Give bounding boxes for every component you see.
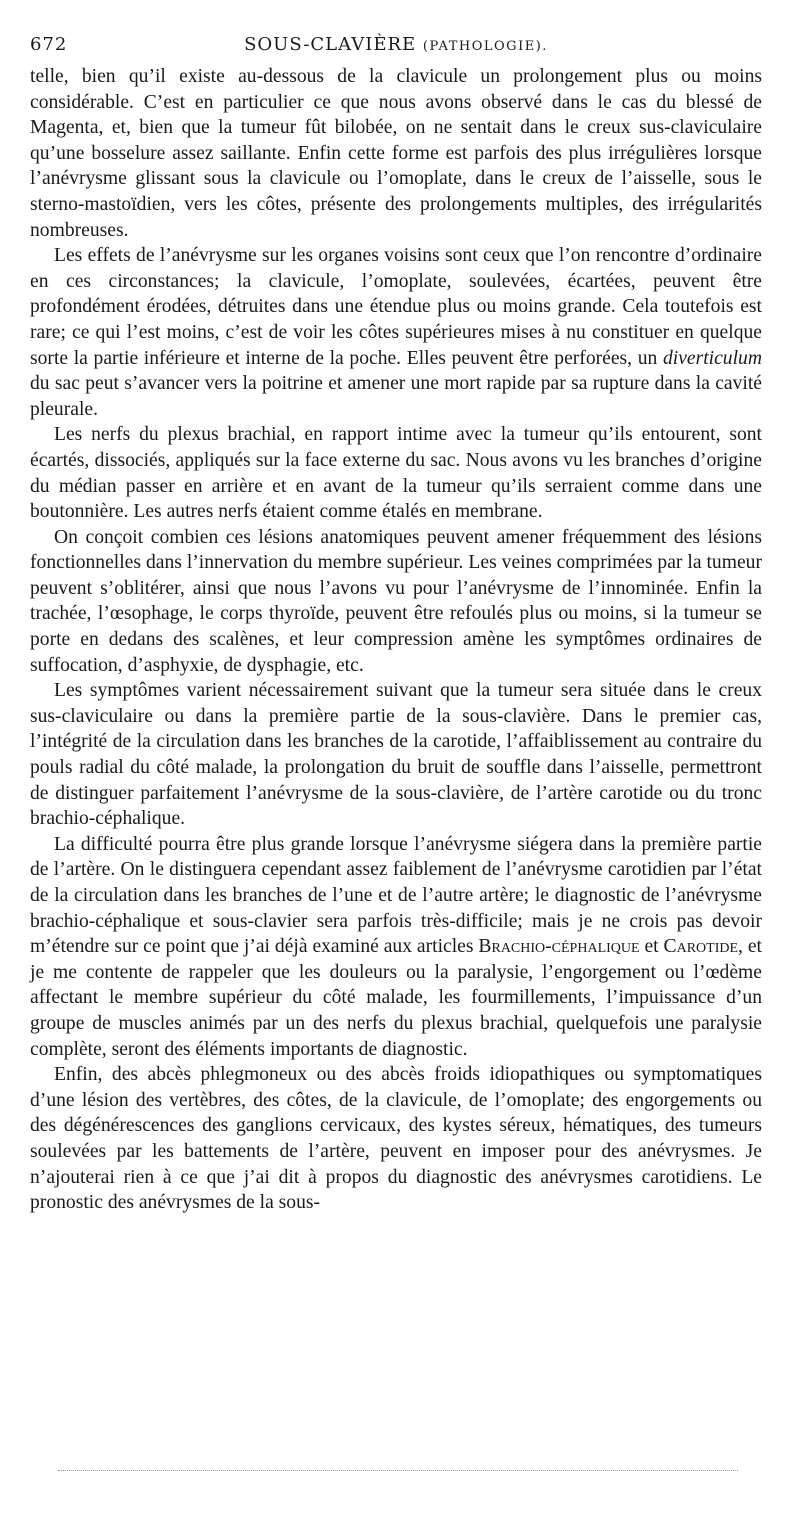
paragraph-7: Enfin, des abcès phlegmoneux ou des abcès froids idiopathiques ou symptomatiques d’une lésion des vertèbres, des côtes, de la clavicule, de l’omoplate; des engorgements ou des dégénérescences des ganglions cervicaux, des kystes séreux, hématiques, des tumeurs soulevées par les battements de l’artère, peuvent en imposer pour des anévrysmes. Je n’ajouterai rien à ce que j’ai dit à propos du diagnostic des anévrysmes carotidiens. Le pronostic des anévrysmes de la sous- bbox=[30, 1064, 762, 1214]
paragraph-1: telle, bien qu’il existe au-dessous de la clavicule un prolongement plus ou moins considérable. C’est en particulier ce que nous avons observé dans le cas du blessé de Magenta, et, bien que la tumeur fût bilobée, on ne sentait dans le creux sus-claviculaire qu’une bosselure assez saillante. Enfin cette forme est parfois des plus irrégulières lorsque l’anévrysme glissant sous la clavicule ou l’omoplate, dans le creux de l’aisselle, sous le sterno-mastoïdien, vers les côtes, présente des prolongements multiples, des irrégularités nombreuses. bbox=[30, 66, 762, 241]
paragraph-5: Les symptômes varient nécessairement suivant que la tumeur sera située dans le creux sus-claviculaire ou dans la première partie de la sous-clavière. Dans le premier cas, l’intégrité de la circulation dans les branches de la carotide, l’affaiblissement au contraire du pouls radial du côté malade, la prolongation du bruit de souffle dans l’aisselle, permettront de distinguer parfaitement l’anévrysme de la sous-clavière, de l’artère carotide ou du tronc brachio-céphalique. bbox=[30, 680, 762, 830]
paragraph-4: On conçoit combien ces lésions anatomiques peuvent amener fréquemment des lésions fonctionnelles dans l’innervation du membre supérieur. Les veines comprimées par la tumeur peuvent s’oblitérer, ainsi que nous l’avons vu pour l’anévrysme de l’innominée. Enfin la trachée, l’œsophage, le corps thyroïde, peuvent être refoulés plus ou moins, si la tumeur se porte en dedans des scalènes, et leur compression amène les symptômes ordinaires de suffocation, d’asphyxie, de dysphagie, etc. bbox=[30, 526, 762, 676]
paragraph-2-text-a: Les effets de l’anévrysme sur les organes voisins sont ceux que l’on rencontre d’ordinaire en ces circonstances; la clavicule, l’omoplate, soulevées, écartées, peuvent être profondément érodées, détruites dans une étendue plus ou moins grande. Cela toutefois est rare; ce qui l’est moins, c’est de voir les côtes supérieures mises à nu constituer en quelque sorte la partie inférieure et interne de la poche. Elles peuvent être perforées, un bbox=[30, 245, 762, 369]
paragraph-6 bbox=[30, 832, 762, 1062]
paragraph-6-text-c: , et je me contente de rappeler que les douleurs ou la paralysie, l’engorgement ou l’œdème affectant le membre supérieur du côté malade, les fourmillements, l’impuissance d’un groupe de muscles animés par un des nerfs du plexus brachial, quelquefois une paralysie complète, seront des éléments importants de diagnostic. bbox=[30, 936, 762, 1060]
bottom-scan-artifact-divider bbox=[58, 1470, 738, 1473]
running-header bbox=[30, 30, 762, 64]
paragraph-2-italic-term: diverticulum bbox=[662, 347, 762, 369]
running-title-subtitle: (PATHOLOGIE). bbox=[422, 39, 548, 54]
paragraph-2 bbox=[30, 243, 762, 422]
article-reference-carotide: Carotide bbox=[663, 936, 739, 958]
paragraph-2-text-b: du sac peut s’avancer vers la poitrine et amener une mort rapide par sa rupture dans la cavité pleurale. bbox=[30, 373, 762, 420]
article-reference-brachio: Brachio-céphalique bbox=[478, 936, 640, 958]
running-title-main: SOUS-CLAVIÈRE bbox=[244, 34, 417, 55]
paragraph-6-text-b: et bbox=[639, 936, 664, 958]
paragraph-3: Les nerfs du plexus brachial, en rapport intime avec la tumeur qu’ils entourent, sont écartés, dissociés, appliqués sur la face externe du sac. Nous avons vu les branches d’origine du médian passer en arrière et en avant de la tumeur qu’ils serraient comme dans une boutonnière. Les autres nerfs étaient comme étalés en membrane. bbox=[30, 424, 762, 523]
running-title bbox=[30, 34, 762, 55]
paragraph-6-text-a: La difficulté pourra être plus grande lorsque l’anévrysme siégera dans la première partie de l’artère. On le distinguera cependant assez faiblement de l’anévrysme carotidien par l’état de la circulation dans les branches de l’une et de l’autre artère; le diagnostic de l’anévrysme brachio-céphalique et sous-clavier sera parfois très-difficile; mais je ne crois pas devoir m’étendre sur ce point que j’ai déjà examiné aux articles bbox=[30, 833, 762, 958]
page-number: 672 bbox=[30, 34, 68, 55]
body-text bbox=[30, 64, 762, 1216]
book-page bbox=[30, 30, 762, 1216]
